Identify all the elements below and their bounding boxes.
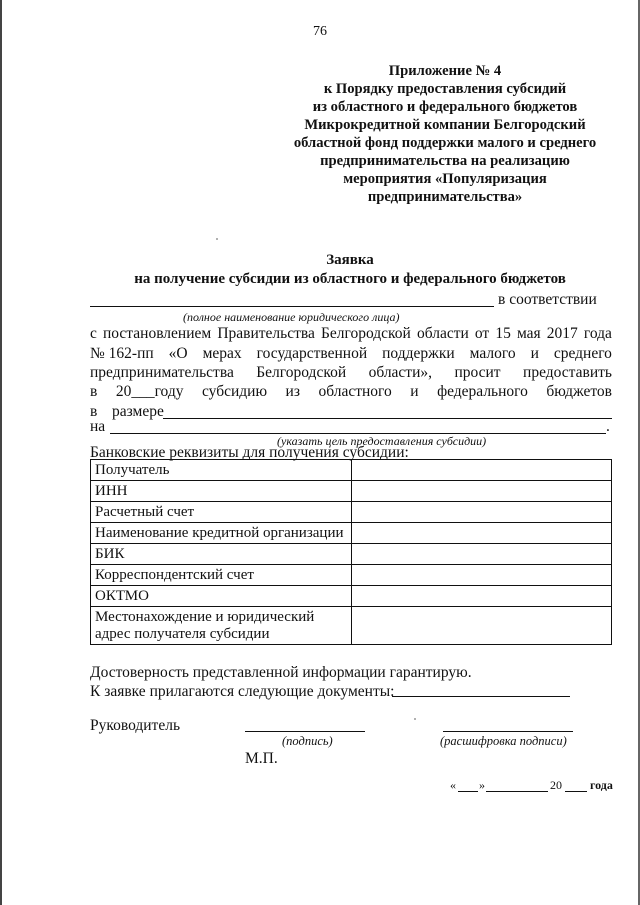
date-suffix: года xyxy=(590,778,613,792)
stamp-label: М.П. xyxy=(245,750,278,767)
signature-field[interactable] xyxy=(245,731,365,732)
body-word: и xyxy=(530,345,539,362)
body-word: 15 xyxy=(495,325,511,342)
signature-decode-field[interactable] xyxy=(443,731,573,732)
date-month-field[interactable] xyxy=(486,791,548,792)
body-word: от xyxy=(474,325,490,342)
row-label: Получатель xyxy=(91,460,352,481)
bank-details-heading: Банковские реквизиты для получения субсидии: xyxy=(90,444,409,461)
amount-field[interactable] xyxy=(163,418,612,419)
body-word: предоставить xyxy=(523,364,612,381)
body-word: 20___году xyxy=(115,383,184,400)
purpose-hint: (указать цель предоставления субсидии) xyxy=(277,434,487,448)
row-label: Местонахождение и юридический адрес получателя субсидии xyxy=(91,607,352,645)
row-value-cell[interactable] xyxy=(352,586,612,607)
row-label: Расчетный счет xyxy=(91,502,352,523)
page-edge-left xyxy=(0,0,2,905)
table-row xyxy=(91,502,612,523)
body-word: и xyxy=(410,383,419,400)
scan-speck xyxy=(414,718,416,720)
document-title: Заявка xyxy=(326,252,374,268)
body-word: мая xyxy=(516,325,541,342)
body-word: предпринимательства xyxy=(90,364,234,381)
body-word: 2017 xyxy=(546,325,578,342)
body-word: области xyxy=(416,325,469,342)
body-word: с xyxy=(90,325,97,342)
row-label: Наименование кредитной организации xyxy=(91,523,352,544)
body-word: области», xyxy=(368,364,433,381)
page-number: 76 xyxy=(313,24,327,39)
table-row xyxy=(91,460,612,481)
appendix-line: из областного и федерального бюджетов xyxy=(312,99,578,115)
row-value-cell[interactable] xyxy=(352,460,612,481)
table-row xyxy=(91,565,612,586)
body-word: субсидию xyxy=(202,383,268,400)
decode-hint: (расшифровка подписи) xyxy=(440,734,567,748)
body-word: в xyxy=(90,383,98,400)
row-value-cell[interactable] xyxy=(352,607,612,645)
signature-hint: (подпись) xyxy=(282,734,333,748)
body-word: государственной xyxy=(256,345,368,362)
body-word: просит xyxy=(454,364,501,381)
body-line-3 xyxy=(90,364,612,382)
appendix-line: к Порядку предоставления субсидий xyxy=(323,81,567,97)
row-label: Корреспондентский счет xyxy=(91,565,352,586)
table-row xyxy=(91,544,612,565)
body-word: постановлением xyxy=(103,325,212,342)
appendix-line: мероприятия «Популяризация xyxy=(343,171,547,187)
bank-details-table xyxy=(90,459,612,645)
appendix-line: предпринимательства» xyxy=(367,189,523,205)
body-word: из xyxy=(285,383,300,400)
body-word: года xyxy=(583,325,612,342)
body-word: № 162-пп xyxy=(90,345,154,362)
body-word: «О xyxy=(168,345,188,362)
table-row xyxy=(91,586,612,607)
table-row xyxy=(91,481,612,502)
body-word: Правительства xyxy=(217,325,315,342)
appendix-line: Приложение № 4 xyxy=(388,63,502,79)
row-value-cell[interactable] xyxy=(352,481,612,502)
body-word: областного xyxy=(318,383,392,400)
amount-label: размере xyxy=(112,403,164,420)
table-row xyxy=(91,523,612,544)
purpose-label: на xyxy=(90,418,106,435)
row-value-cell[interactable] xyxy=(352,544,612,565)
row-label: БИК xyxy=(91,544,352,565)
row-value-cell[interactable] xyxy=(352,565,612,586)
body-word: федерального xyxy=(437,383,528,400)
document-subtitle: на получение субсидии из областного и федерального бюджетов xyxy=(134,271,566,287)
appendix-line: предпринимательства на реализацию xyxy=(320,153,570,169)
date-open-quote: « xyxy=(450,778,456,792)
body-word: Белгородской xyxy=(320,325,411,342)
body-line-2 xyxy=(90,345,612,363)
row-value-cell[interactable] xyxy=(352,523,612,544)
amount-label-prefix: в xyxy=(90,403,98,420)
date-close-quote: » xyxy=(479,778,485,792)
applicant-name-field[interactable] xyxy=(90,306,494,307)
appendix-line: областной фонд поддержки малого и среднего xyxy=(293,135,597,151)
body-word: малого xyxy=(469,345,516,362)
attachments-label: К заявке прилагаются следующие документы: xyxy=(90,683,395,700)
appendix-header xyxy=(280,62,610,206)
body-word: бюджетов xyxy=(546,383,612,400)
guarantee-text: Достоверность представленной информации гарантирую. xyxy=(90,664,472,681)
row-label: ОКТМО xyxy=(91,586,352,607)
head-label: Руководитель xyxy=(90,717,181,734)
date-year-field[interactable] xyxy=(565,791,587,792)
appendix-line: Микрокредитной компании Белгородский xyxy=(304,117,586,133)
date-year-prefix: 20 xyxy=(550,778,562,792)
body-word: Белгородской xyxy=(256,364,347,381)
body-word: среднего xyxy=(553,345,612,362)
scan-speck xyxy=(216,238,218,240)
body-line-4 xyxy=(90,383,612,401)
body-line-1 xyxy=(90,325,612,343)
attachments-field[interactable] xyxy=(392,696,570,697)
row-label: ИНН xyxy=(91,481,352,502)
applicant-suffix: в соответствии xyxy=(498,291,597,308)
applicant-hint: (полное наименование юридического лица) xyxy=(183,310,400,324)
purpose-end: . xyxy=(606,418,610,435)
row-value-cell[interactable] xyxy=(352,502,612,523)
table-row xyxy=(91,607,612,645)
date-day-field[interactable] xyxy=(458,791,478,792)
body-word: поддержки xyxy=(382,345,455,362)
body-word: мерах xyxy=(202,345,242,362)
